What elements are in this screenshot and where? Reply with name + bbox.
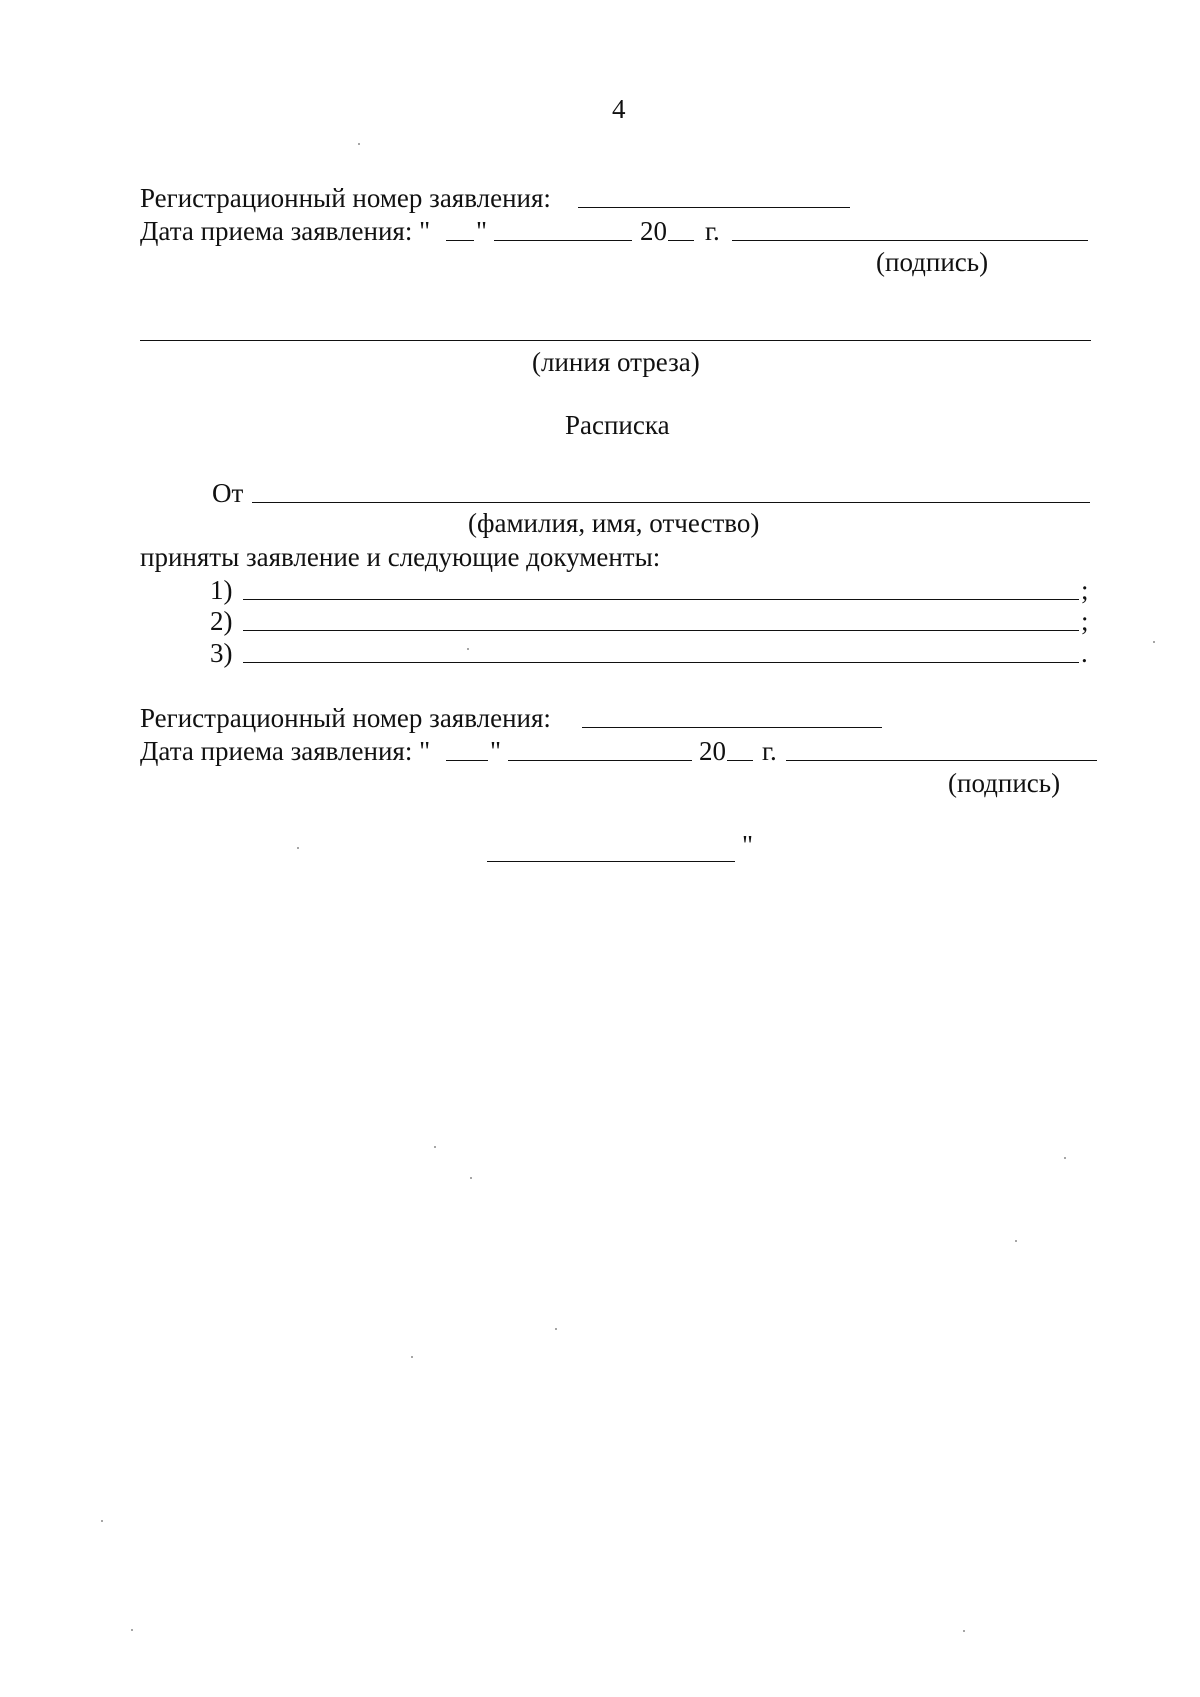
receipt-date-year-line xyxy=(727,760,753,761)
from-name-line xyxy=(252,502,1090,503)
receipt-date-day-line xyxy=(446,760,488,761)
date-year-prefix: 20 xyxy=(640,216,667,246)
signature-caption: (подпись) xyxy=(876,247,989,277)
scan-speck xyxy=(411,1356,413,1358)
page-number: 4 xyxy=(612,94,626,124)
doc-item-3-number: 3) xyxy=(210,638,233,668)
scan-speck xyxy=(131,1629,133,1631)
date-day-line xyxy=(446,240,474,241)
reg-number-label: Регистрационный номер заявления: xyxy=(140,183,551,213)
bottom-blank-line xyxy=(487,861,735,862)
doc-item-1-end: ; xyxy=(1081,575,1089,605)
receipt-signature-line xyxy=(786,760,1097,761)
scan-speck xyxy=(1015,1240,1017,1242)
receipt-reg-number-line xyxy=(582,727,882,728)
scan-speck xyxy=(555,1328,557,1330)
scan-speck xyxy=(1153,641,1155,643)
from-label: От xyxy=(212,478,244,508)
scan-speck xyxy=(434,1146,436,1148)
date-label: Дата приема заявления: " xyxy=(140,216,431,246)
doc-item-2-line xyxy=(243,630,1079,631)
receipt-date-month-line xyxy=(508,760,692,761)
date-month-line xyxy=(494,240,632,241)
date-quote-close: " xyxy=(476,216,488,246)
receipt-reg-number-label: Регистрационный номер заявления: xyxy=(140,703,551,733)
cut-line xyxy=(140,340,1091,341)
receipt-title: Расписка xyxy=(565,410,670,440)
receipt-date-label: Дата приема заявления: " xyxy=(140,736,431,766)
scan-speck xyxy=(467,648,469,650)
scan-speck xyxy=(358,143,360,145)
reg-number-line xyxy=(578,207,850,208)
doc-item-2-end: ; xyxy=(1081,606,1089,636)
fio-caption: (фамилия, имя, отчество) xyxy=(468,508,760,538)
bottom-quote: " xyxy=(742,830,754,860)
doc-item-1-line xyxy=(243,599,1079,600)
receipt-date-year-suffix: г. xyxy=(762,736,777,766)
date-year-suffix: г. xyxy=(705,216,720,246)
cut-line-caption: (линия отреза) xyxy=(532,347,700,377)
date-year-line xyxy=(668,240,694,241)
scan-speck xyxy=(101,1520,103,1522)
receipt-signature-caption: (подпись) xyxy=(948,768,1061,798)
doc-item-1-number: 1) xyxy=(210,575,233,605)
scan-speck xyxy=(470,1177,472,1179)
accepted-text: приняты заявление и следующие документы: xyxy=(140,542,661,572)
scan-speck xyxy=(1064,1157,1066,1159)
doc-item-2-number: 2) xyxy=(210,606,233,636)
doc-item-3-line xyxy=(243,662,1079,663)
doc-item-3-end: . xyxy=(1081,638,1088,668)
scan-speck xyxy=(297,847,299,849)
scan-speck xyxy=(963,1630,965,1632)
signature-line xyxy=(732,240,1088,241)
receipt-date-year-prefix: 20 xyxy=(699,736,726,766)
receipt-date-quote-close: " xyxy=(490,736,502,766)
